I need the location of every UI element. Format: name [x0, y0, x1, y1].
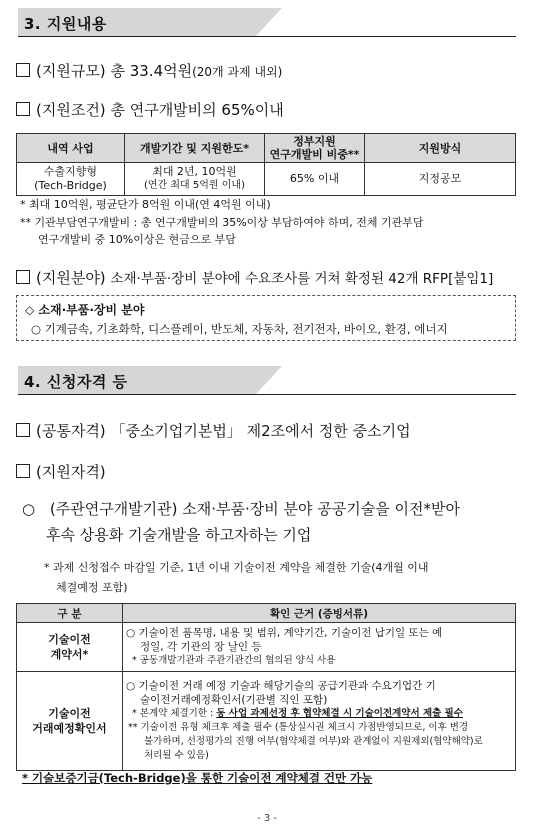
evidence-line: ○ 기술이전 품목명, 내용 및 범위, 계약기간, 기술이전 납기일 또는 예 — [126, 627, 443, 639]
footnote-text: * 기술보증기금(Tech-Bridge)을 통한 기술이전 계약체결 건만 가능 — [22, 771, 373, 785]
field-box-items: ○ 기계금속, 기초화학, 디스플레이, 반도체, 자동차, 전기전자, 바이오, 환경, 에너지 — [31, 322, 448, 336]
lead-org-label: (주관연구개발기관) — [49, 500, 178, 518]
deadline-label: * 본계약 체결기한 : — [132, 708, 217, 719]
section-4-header — [18, 366, 516, 396]
cell-project-line1: 수출지향형 — [43, 165, 98, 178]
common-qual-label: (공통자격) — [36, 422, 106, 440]
support-scale-label: (지원규모) — [36, 62, 106, 80]
support-field-text: 소재·부품·장비 분야에 수요조사를 거쳐 확정된 42개 RFP[붙임1] — [110, 271, 494, 287]
row-label-line1: 기술이전 — [48, 633, 91, 646]
support-table-header — [17, 134, 516, 163]
row-label-contract — [17, 623, 123, 672]
evidence-note: ** 기술이전 유형 체크후 제출 필수 (통상실시권 체크시 가점반영되므로, 이후 변경 — [128, 722, 469, 733]
section-3-header — [18, 8, 516, 38]
support-conditions-label: (지원조건) — [36, 101, 106, 119]
lead-org-text-1: 소재·부품·장비 분야 공공기술을 이전*받아 — [182, 500, 460, 518]
evidence-table — [16, 603, 516, 771]
col-header-evidence: 확인 근거 (증빙서류) — [123, 604, 516, 623]
evidence-line: 술이전거래예정확인서(기관별 직인 포함) — [140, 694, 328, 706]
note-2-cont: 연구개발비 중 10%이상은 현금으로 부담 — [38, 233, 236, 246]
page-number: - 3 - — [257, 813, 277, 824]
deadline-text: 동 사업 과제선정 후 협약체결 시 기술이전계약서 제출 필수 — [216, 708, 463, 719]
table-row — [17, 672, 516, 771]
row-label-confirmation — [17, 672, 123, 771]
section-header-rule — [18, 394, 516, 395]
section-3-title: 3. 지원내용 — [24, 15, 107, 33]
evidence-note: 불가하며, 선정평가의 진행 여부(협약체결 여부)와 관계없이 지원제외(협약해약)로 — [144, 736, 483, 747]
row-evidence-confirmation — [123, 672, 516, 771]
table-row — [17, 163, 516, 196]
col-header-period: 개발기간 및 지원한도* — [125, 134, 265, 163]
support-qual-label: (지원자격) — [36, 463, 106, 481]
footnote — [22, 770, 372, 786]
row-label-line2: 거래예정확인서 — [32, 722, 107, 735]
common-qual-text: 「중소기업기본법」 제2조에서 정한 중소기업 — [110, 422, 411, 440]
field-box-title: ◇ 소재·부품·장비 분야 — [25, 303, 145, 317]
checkbox-square-icon — [16, 270, 30, 284]
lead-org-line-1 — [22, 498, 460, 519]
support-conditions-text: 총 연구개발비의 65%이내 — [110, 101, 284, 119]
support-field-label: (지원분야) — [36, 269, 106, 287]
cell-method: 지정공모 — [365, 163, 516, 196]
checkbox-square-icon — [16, 102, 30, 116]
lead-org-text-2: 후속 상용화 기술개발을 하고자하는 기업 — [46, 526, 312, 544]
cell-period-line2: (연간 최대 5억원 이내) — [144, 180, 245, 191]
checkbox-square-icon — [16, 63, 30, 77]
note-2: ** 기관부담연구개발비 : 총 연구개발비의 35%이상 부담하여야 하며, 전체 기관부담 — [20, 216, 424, 229]
circle-bullet-icon: ○ — [22, 500, 36, 518]
col-header-category: 구 분 — [17, 604, 123, 623]
support-scale-note: (20개 과제 내외) — [192, 65, 283, 79]
evidence-note: 처리될 수 있음) — [144, 750, 209, 761]
section-header-wedge — [256, 366, 282, 394]
cell-project-line2: (Tech-Bridge) — [34, 179, 107, 192]
support-table — [16, 133, 516, 196]
support-conditions-line — [16, 99, 284, 120]
evidence-note-deadline — [126, 707, 512, 721]
col-header-project: 내역 사업 — [17, 134, 125, 163]
cell-period — [125, 163, 265, 196]
row-evidence-contract — [123, 623, 516, 672]
cell-period-line1: 최대 2년, 10억원 — [152, 165, 237, 178]
evidence-line: ○ 기술이전 거래 예정 기술과 해당기술의 공급기관과 수요기업간 기 — [126, 680, 436, 692]
evidence-note: * 공동개발기관과 주관기관간의 협의된 양식 사용 — [132, 655, 336, 666]
evidence-table-header — [17, 604, 516, 623]
support-field-line — [16, 267, 493, 288]
cell-ratio: 65% 이내 — [265, 163, 365, 196]
cell-project — [17, 163, 125, 196]
section-4-title: 4. 신청자격 등 — [24, 373, 128, 391]
row-label-line2: 계약서* — [50, 648, 89, 661]
section-header-wedge — [256, 8, 282, 36]
checkbox-square-icon — [16, 423, 30, 437]
note-1: * 최대 10억원, 평균단가 8억원 이내(연 4억원 이내) — [20, 198, 271, 211]
support-scale-line — [16, 60, 282, 81]
col-header-ratio: 정부지원 연구개발비 비중** — [265, 134, 365, 163]
col-header-method: 지원방식 — [365, 134, 516, 163]
field-box — [16, 295, 516, 341]
common-qual-line — [16, 420, 411, 441]
checkbox-square-icon — [16, 464, 30, 478]
row-label-line1: 기술이전 — [48, 707, 91, 720]
table-row — [17, 623, 516, 672]
section-header-rule — [18, 36, 516, 37]
support-qual-line — [16, 461, 106, 482]
support-scale-text: 총 33.4억원 — [110, 62, 193, 80]
lead-org-footnote-1: * 과제 신청접수 마감일 기준, 1년 이내 기술이전 계약을 체결한 기술(4개월 이내 — [44, 561, 429, 574]
lead-org-footnote-2: 체결예정 포함) — [56, 581, 128, 594]
evidence-line: 정일, 각 기관의 장 날인 등 — [140, 641, 262, 653]
